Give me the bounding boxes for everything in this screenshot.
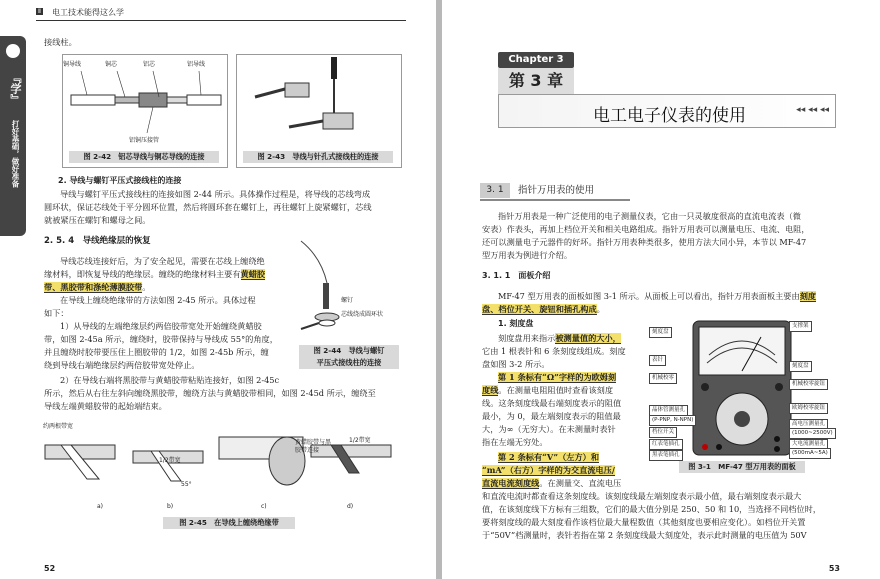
meter-label-left-3: 机械校零 <box>649 373 677 384</box>
meter-label-left-5: (P-PNP, N-NPN) <box>649 415 696 426</box>
scale1-line3: 线。这条刻度线最右端刻度表示的阻值 <box>482 398 622 408</box>
scale1-line1: 第 1 条标有“Ω”字样的为欧姆刻 <box>498 372 617 382</box>
scale2-line7: 于“50V”档测量时，表针若指在第 2 条刻度线最大刻度处，表示此时测量的电压值为 50V <box>482 530 807 540</box>
sec254-highlight-1: 黄蜡胶 <box>240 269 266 279</box>
scale2-line5: 值，在该刻度线下方标有三组数，它们的最大值分别是 250、50 和 10，当选择不同档位时， <box>482 504 822 514</box>
fig245-caption: 图 2-45 在导线上缠绕绝缘带 <box>163 517 295 529</box>
sec254-p4-line3: 导线左端黄蜡胶带的起始端结束。 <box>44 401 167 411</box>
meter-label-right-7: 大电流测量孔 <box>789 439 828 450</box>
section-3-1-header <box>480 183 630 201</box>
pin-terminal-drawing <box>237 55 401 151</box>
fig242-label-3: 铝芯 <box>143 61 156 68</box>
fig244-caption: 图 2-44 导线与螺钉 平压式接线柱的连接 <box>299 345 399 369</box>
left-page <box>0 0 436 579</box>
section-title: 指针万用表的使用 <box>518 185 595 196</box>
scale2-line1: 第 2 条标有“V”（左方）和 <box>498 452 600 462</box>
section-2-line-1: 导线与螺钉平压式接线柱的连接如图 2-44 所示。具体操作过程是，将导线的芯线弯成 <box>60 189 371 199</box>
sec254-p3-line1: 1）从导线的左端绝缘层约两倍胶带宽处开始缠绕黄蜡胶 <box>60 321 262 331</box>
fig245-sub-a: a) <box>97 503 104 510</box>
sec254-p2-line1: 在导线上缠绕绝缘带的方法如图 2-45 所示。具体过程 <box>60 295 256 305</box>
intro-line-2: 安表）作表头，再加上档位开关和相关电路组成。指针万用表可以测量电压、电流、电阻， <box>482 224 810 234</box>
meter-label-left-2: 表针 <box>649 355 666 366</box>
running-head-badge: Ⅱ <box>38 8 41 15</box>
sec254-p3-line3: 并且缠绕时胶带要压住上圈胶带的 1/2，如图 2-45b 所示，缠 <box>44 347 269 357</box>
meter-label-right-3: 机械校零旋钮 <box>789 379 828 390</box>
figure-2-43 <box>236 54 402 168</box>
sec254-highlight-2: 带、黑胶带和涤纶薄膜胶带 <box>44 282 143 292</box>
item1-line2: 它由 1 根表针和 6 条刻度线组成。刻度 <box>482 346 626 356</box>
fig245-label-4: 黄蜡胶带与黑 <box>295 439 332 446</box>
fig245-label-3: 55° <box>181 481 192 488</box>
scale2-line4: 和直流电流时都查看这条刻度线。该刻度线最左端刻度表示最小值，最右端刻度表示最大 <box>482 491 802 501</box>
fig242-label-1: 铜导线 <box>63 61 82 68</box>
meter-label-right-4: 欧姆校零旋钮 <box>789 403 828 414</box>
fig245-label-1: 约两根带宽 <box>43 423 74 430</box>
section-2-title: 2. 导线与螺钉平压式接线柱的连接 <box>58 176 182 185</box>
meter-label-right-1: 支撑架 <box>789 321 812 332</box>
chapter-title-box <box>498 94 836 128</box>
section-2-line-3: 就被紧压在螺钉和螺母之间。 <box>44 215 151 225</box>
figure-2-45 <box>40 416 396 532</box>
intro-line: 接线柱。 <box>44 37 77 47</box>
chapter-title-arrows: ◂◂ ◂◂ ◂◂ <box>796 105 829 115</box>
fig242-label-2: 铜芯 <box>105 61 118 68</box>
page-number-left: 52 <box>44 564 56 573</box>
fig245-label-2: 1/2带宽 <box>159 457 181 464</box>
fig31-caption: 图 3-1 MF-47 型万用表的面板 <box>679 461 805 473</box>
fig242-caption: 图 2-42 铝芯导线与铜芯导线的连接 <box>69 151 219 163</box>
chapter-badge <box>498 52 574 94</box>
scale1-line6: 指在左端无穷处。 <box>482 437 548 447</box>
scale1-line4: 最小，为 0，最左端刻度表示的阻值最 <box>482 411 621 421</box>
scale1-line2: 度线。在测量电阻阻值时查看该刻度 <box>482 385 614 395</box>
fig245-label-5: 胶带连接 <box>295 447 320 454</box>
sec254-p1-line2: 缘材料，即恢复导线的绝缘层。缠绕的绝缘材料主要有黄蜡胶 <box>44 269 266 279</box>
sec254-p3-line2: 带，如图 2-45a 所示，缠绕时，胶带保持与导线成 55°的角度， <box>44 334 278 344</box>
figure-2-44 <box>296 236 406 374</box>
scale2-line6: 要将刻度线的最大刻度看作该档位最大量程数值（其他刻度也要相应变化）。如档位开关置 <box>482 517 806 527</box>
fig245-sub-c: c) <box>261 503 267 510</box>
chapter-title: 电工电子仪表的使用 <box>593 106 746 126</box>
fig242-label-5: 铝铜压接管 <box>129 137 160 144</box>
sec254-p1-line1: 导线芯线连接好后，为了安全起见，需要在芯线上缠绕绝 <box>60 256 265 266</box>
figure-3-1 <box>648 318 836 476</box>
meter-label-left-7: 红表笔插孔 <box>649 439 683 450</box>
panel-para-line2: 盘、档位开关、旋钮和插孔构成。 <box>482 304 605 314</box>
section-2-line-2: 圆环状，保证芯线处于平分圆环位置，然后将圆环套在螺钉上，再往螺钉上旋紧螺钉，芯线 <box>44 202 372 212</box>
section-number: 3. 1 <box>480 183 510 198</box>
item1-line1: 刻度盘用来指示被测量值的大小， <box>498 333 621 343</box>
sec254-p3-line4: 绕到导线右端绝缘层约两倍胶带宽处停止。 <box>44 360 200 370</box>
sec254-p1-line3: 带、黑胶带和涤纶薄膜胶带。 <box>44 282 151 292</box>
side-tab <box>0 36 26 236</box>
meter-label-left-6: 档位开关 <box>649 427 677 438</box>
sec254-p2-line2: 如下： <box>44 308 69 318</box>
tape-wrapping-drawing <box>41 417 395 507</box>
figure-icon <box>6 44 20 58</box>
fig245-sub-d: d) <box>347 503 354 510</box>
running-head <box>36 6 406 21</box>
item-1-title: 1. 刻度盘 <box>498 319 534 328</box>
meter-label-right-8: (500mA~5A) <box>789 448 831 459</box>
scale2-line3: 直流电流刻度线。在测量交、直流电压 <box>482 478 622 488</box>
fig242-label-4: 铝导线 <box>187 61 206 68</box>
intro-line-3: 还可以测量电子元器件的好坏。指针万用表种类很多，使用方法大同小异，本节以 MF-47 <box>482 237 807 247</box>
intro-line-1: 指针万用表是一种广泛使用的电子测量仪表，它由一只灵敏度很高的直流电流表（微 <box>498 211 801 221</box>
fig245-label-6: 1/2带宽 <box>349 437 371 444</box>
meter-label-left-8: 黑表笔插孔 <box>649 450 683 461</box>
sec254-p4-line2: 所示，然后从右往左斜向缠绕黑胶带，缠绕方法与黄蜡胶带相同，如图 2-45d 所示，缠绕至 <box>44 388 376 398</box>
figure-2-42 <box>62 54 228 168</box>
panel-para-line1: MF-47 型万用表的面板如图 3-1 所示。从面板上可以看出，指针万用表面板主要由刻度 <box>498 291 817 301</box>
meter-label-right-6: (1000~2500V) <box>789 428 836 439</box>
page-number-right: 53 <box>828 564 840 573</box>
item1-line3: 盘如图 3-2 所示。 <box>482 359 550 369</box>
side-tab-text: 打好基础，做好准备 <box>11 120 20 188</box>
meter-label-right-5: 高电压测量孔 <box>789 419 828 430</box>
scale2-line2: “mA”（右方）字样的为交直流电压/ <box>482 465 615 475</box>
meter-label-left-1: 刻度盘 <box>649 327 672 338</box>
fig243-caption: 图 2-43 导线与针孔式接线柱的连接 <box>243 151 393 163</box>
fig244-label-ring: 芯线绕成圆环状 <box>341 311 384 318</box>
screw-terminal-drawing <box>297 237 405 337</box>
meter-label-left-4: 晶体管测量孔 <box>649 405 688 416</box>
intro-line-4: 型万用表为例进行介绍。 <box>482 250 573 260</box>
subsection-3-1-1: 3. 1. 1 面板介绍 <box>482 271 551 280</box>
scale1-line5: 大，为∞（无穷大）。在未测量时表针 <box>482 424 616 434</box>
chapter-cn: 第 3 章 <box>498 68 574 94</box>
fig244-label-screw: 螺钉 <box>341 297 354 304</box>
running-head-text: 电工技术能得这么学 <box>52 8 124 17</box>
right-page <box>442 0 880 579</box>
meter-label-right-2: 刻度盘 <box>789 361 812 372</box>
sec254-p4-line1: 2）在导线右端将黑胶带与黄蜡胶带粘贴连接好，如图 2-45c <box>60 375 280 385</box>
fig245-sub-b: b) <box>167 503 174 510</box>
side-tab-big: 『学』 <box>9 72 22 105</box>
section-254-title: 2. 5. 4 导线绝缘层的恢复 <box>44 236 151 246</box>
chapter-en: Chapter 3 <box>498 52 574 68</box>
